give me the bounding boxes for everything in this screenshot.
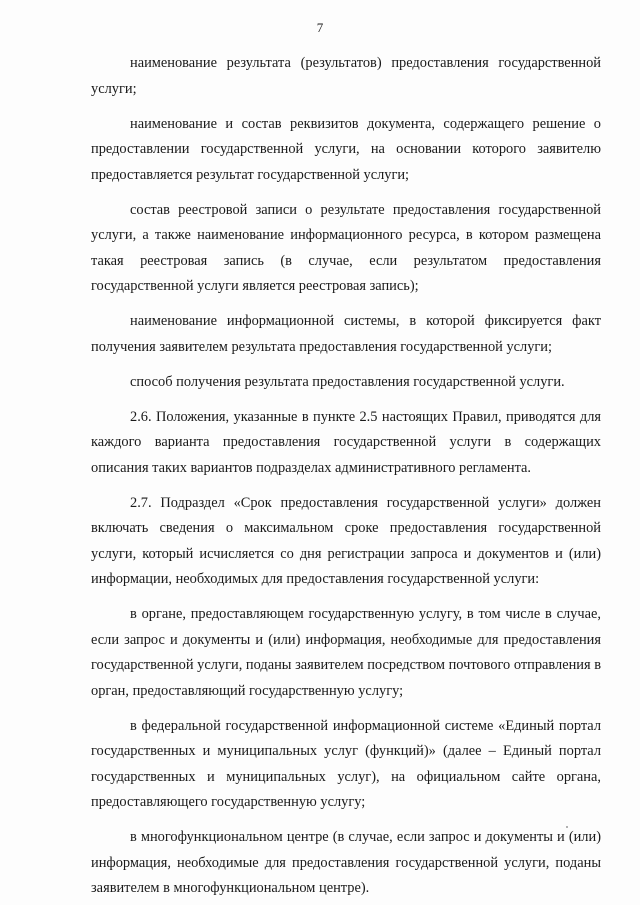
- paragraph-in-federal-portal: в федеральной государственной информационной системе «Единый портал государственных и муниципальных услуг (функций)» (далее – Единый портал государственных и муниципальных услуг), на официальном сайте органа, предоставляющего государственную услугу;: [91, 717, 601, 810]
- paragraph-registry-record: состав реестровой записи о результате предоставления государственной услуги, а также наименование информационного ресурса, в котором размещена такая реестровая запись (в случае, если результатом предоставления государственной услуги является реестровая запись);: [91, 201, 601, 294]
- paragraph-document-requisites: наименование и состав реквизитов документа, содержащего решение о предоставлении государственной услуги, на основании которого заявителю предоставляется результат государственной услуги;: [91, 115, 601, 183]
- paragraph-result-name: наименование результата (результатов) предоставления государственной услуги;: [91, 55, 601, 97]
- paragraph-in-authority: в органе, предоставляющем государственную услугу, в том числе в случае, если запрос и документы и (или) информация, необходимые для предоставления государственной услуги, поданы заявителем посредством почтового отправления в орган, предоставляющий государственную услугу;: [91, 606, 602, 699]
- paragraph-receipt-method: способ получения результата предоставления государственной услуги.: [130, 373, 565, 390]
- paragraph-information-system: наименование информационной системы, в которой фиксируется факт получения заявителем результата предоставления государственной услуги;: [91, 313, 601, 355]
- page-number: 7: [316, 20, 324, 35]
- document-body: [91, 51, 601, 911]
- paragraph-section-2-7: 2.7. Подраздел «Срок предоставления государственной услуги» должен включать сведения о максимальном сроке предоставления государственной услуги, который исчисляется со дня регистрации запроса и документов и (или) информации, необходимых для предоставления государственной услуги:: [91, 494, 601, 587]
- paragraph-in-mfc: в многофункциональном центре (в случае, если запрос и документы и (или) информация, необходимые для предоставления государственной услуги, поданы заявителем в многофункциональном центре).: [91, 829, 601, 896]
- scan-speck: [566, 826, 568, 828]
- paragraph-section-2-6: 2.6. Положения, указанные в пункте 2.5 настоящих Правил, приводятся для каждого варианта предоставления государственной услуги в содержащих описания таких вариантов подразделах административного регламента.: [91, 408, 601, 476]
